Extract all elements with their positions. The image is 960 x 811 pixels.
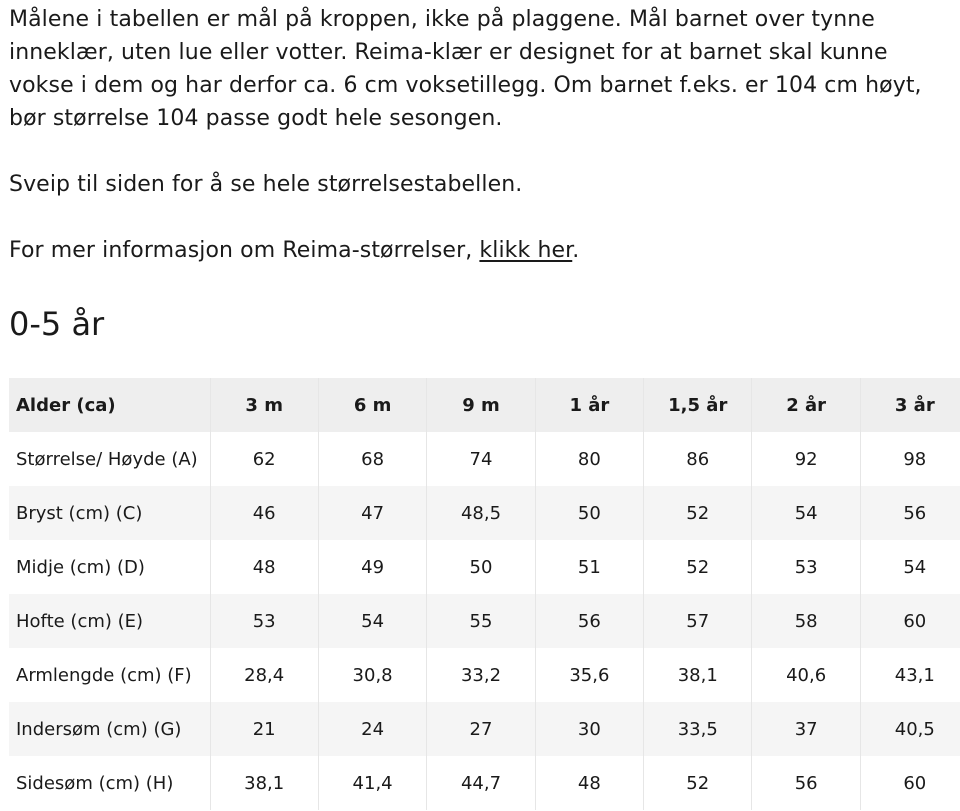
table-cell: 38,1 [644, 648, 752, 702]
table-cell: 48,5 [427, 486, 535, 540]
table-cell: 68 [318, 432, 426, 486]
table-cell: 60 [903, 610, 927, 632]
table-cell: 35,6 [535, 648, 643, 702]
table-cell: 24 [318, 702, 426, 756]
row-label: Størrelse/ Høyde (A) [9, 432, 210, 486]
table-cell: 43,1 [894, 664, 935, 686]
table-cell: 44,7 [427, 756, 535, 810]
table-cell: 47 [318, 486, 426, 540]
table-cell: 86 [644, 432, 752, 486]
table-cell: 51 [535, 540, 643, 594]
table-cell: 30 [535, 702, 643, 756]
row-label: Midje (cm) (D) [9, 540, 210, 594]
table-header-row [9, 378, 960, 432]
size-guide-content [9, 0, 953, 794]
table-cell: 38,1 [210, 756, 318, 810]
table-cell: 40,5 [894, 718, 935, 740]
swipe-hint: Sveip til siden for å se hele størrelsestabellen. [9, 172, 523, 197]
table-cell: 21 [210, 702, 318, 756]
table-cell: 30,8 [318, 648, 426, 702]
table-cell: 33,2 [427, 648, 535, 702]
header-6m: 6 m [318, 378, 426, 432]
table-cell: 52 [644, 486, 752, 540]
intro-paragraph: Målene i tabellen er mål på kroppen, ikke på plaggene. Mål barnet over tynne inneklær, uten lue eller votter. Reima-klær er designet for at barnet skal kunne vokse i dem og har derfor ca. 6 cm voksetillegg. Om barnet f.eks. er 104 cm høyt, bør størrelse 104 passe godt hele sesongen. [9, 7, 922, 131]
table-row [9, 648, 960, 702]
table-cell: 60 [903, 772, 927, 794]
table-cell: 53 [210, 594, 318, 648]
table-cell: 27 [427, 702, 535, 756]
row-label: Bryst (cm) (C) [9, 486, 210, 540]
more-info-text: For mer informasjon om Reima-størrelser, [9, 238, 480, 263]
table-cell: 48 [210, 540, 318, 594]
table-cell: 92 [752, 432, 860, 486]
table-cell: 54 [752, 486, 860, 540]
table-cell: 46 [210, 486, 318, 540]
table-cell: 57 [644, 594, 752, 648]
header-1-5y: 1,5 år [644, 378, 752, 432]
table-row [9, 486, 960, 540]
row-label: Sidesøm (cm) (H) [9, 756, 210, 810]
table-cell: 50 [427, 540, 535, 594]
table-cell: 56 [903, 502, 927, 524]
table-cell: 56 [535, 594, 643, 648]
table-cell: 49 [318, 540, 426, 594]
table-cell: 54 [318, 594, 426, 648]
header-3y: 3 år [894, 394, 935, 416]
table-cell: 48 [535, 756, 643, 810]
table-cell: 56 [752, 756, 860, 810]
row-label: Armlengde (cm) (F) [9, 648, 210, 702]
header-2y: 2 år [752, 378, 860, 432]
table-cell: 50 [535, 486, 643, 540]
table-row [9, 594, 960, 648]
table-cell: 54 [903, 556, 927, 578]
table-cell: 55 [427, 594, 535, 648]
table-cell: 40,6 [752, 648, 860, 702]
table-cell: 37 [752, 702, 860, 756]
table-cell: 80 [535, 432, 643, 486]
click-here-link[interactable]: klikk her [479, 238, 573, 263]
header-3m: 3 m [210, 378, 318, 432]
header-1y: 1 år [535, 378, 643, 432]
table-cell: 41,4 [318, 756, 426, 810]
more-info-period: . [572, 238, 580, 263]
table-cell: 62 [210, 432, 318, 486]
table-cell: 58 [752, 594, 860, 648]
table-cell: 52 [644, 756, 752, 810]
table-cell: 74 [427, 432, 535, 486]
row-label: Hofte (cm) (E) [9, 594, 210, 648]
table-row [9, 702, 960, 756]
table-cell: 53 [752, 540, 860, 594]
header-age: Alder (ca) [9, 378, 210, 432]
table-cell: 33,5 [644, 702, 752, 756]
table-row [9, 540, 960, 594]
table-row [9, 432, 960, 486]
table-row [9, 756, 960, 810]
header-9m: 9 m [427, 378, 535, 432]
size-table [9, 378, 960, 810]
row-label: Indersøm (cm) (G) [9, 702, 210, 756]
table-cell: 52 [644, 540, 752, 594]
section-title: 0-5 år [9, 305, 105, 343]
table-cell: 28,4 [210, 648, 318, 702]
more-info-paragraph [9, 234, 953, 267]
table-cell: 98 [903, 448, 927, 470]
